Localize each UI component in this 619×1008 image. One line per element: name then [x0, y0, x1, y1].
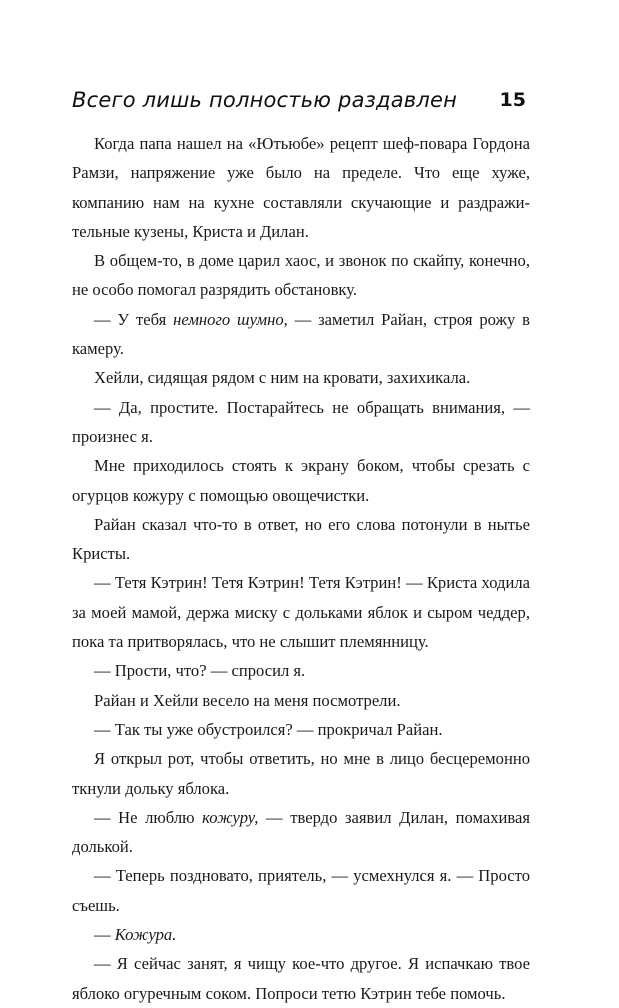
text-segment: Мне приходилось стоять к экрану боком, чтобы срезать с огурцов кожуру с помощью овощечистки.: [72, 456, 530, 505]
text-segment: , — заметил Райан, строя рожу в камеру.: [72, 309, 530, 359]
paragraph: [72, 803, 530, 862]
text-segment: Райан и Хейли весело на меня посмотрели.: [94, 690, 401, 710]
running-header: [72, 80, 532, 120]
text-segment: Райан сказал что-то в ответ, но его слова потонули в нытье Кристы.: [72, 514, 530, 564]
text-segment: — Прости, что? — спросил я.: [94, 661, 306, 681]
running-title: Всего лишь полностью раздавлен: [72, 88, 458, 112]
paragraph: [72, 920, 530, 949]
text-segment: Я открыл рот, чтобы ответить, но мне в лицо бесцеремонно ткнули дольку яблока.: [72, 749, 530, 798]
paragraph: [72, 305, 530, 364]
italic-text: кожуру,: [202, 807, 259, 827]
paragraph: [72, 451, 530, 510]
text-segment: Когда папа нашел на «Ютьюбе» рецепт шеф-повара Гордона Рамзи, напряжение уже было на пределе. Что еще хуже, компанию нам на кухне составляли скучающие и раздражительные кузены, Криста и Дилан.: [72, 134, 530, 241]
paragraph: [72, 129, 530, 246]
body-text: [72, 129, 530, 1008]
paragraph: [72, 568, 530, 656]
paragraph: [72, 246, 530, 305]
paragraph: [72, 363, 530, 392]
paragraph: [72, 656, 530, 685]
text-segment: — У тебя: [94, 309, 174, 329]
text-segment: — Теперь поздновато, приятель, — усмехнулся я. — Просто съешь.: [72, 866, 530, 915]
text-segment: — Не люблю: [94, 807, 203, 827]
paragraph: [72, 861, 530, 920]
text-segment: —: [94, 925, 115, 945]
text-segment: Хейли, сидящая рядом с ним на кровати, захихикала.: [94, 368, 471, 388]
paragraph: [72, 949, 530, 1008]
text-segment: В общем-то, в доме царил хаос, и звонок по скайпу, конечно, не особо помогал разрядить обстановку.: [72, 251, 530, 300]
text-segment: — Тетя Кэтрин! Тетя Кэтрин! Тетя Кэтрин! — Криста ходила за моей мамой, держа миску с дольками яблок и сыром чеддер, пока та притворялась, что не слышит племянницу.: [72, 573, 530, 652]
text-segment: — Я сейчас занят, я чищу кое-что другое. Я испачкаю твое яблоко огуречным соком. Попроси тетю Кэтрин тебе помочь.: [72, 954, 530, 1003]
text-segment: — Так ты уже обустроился? — прокричал Райан.: [94, 719, 443, 739]
paragraph: [72, 744, 530, 803]
paragraph: [72, 715, 530, 744]
text-segment: — Да, простите. Постарайтесь не обращать внимания, — произнес я.: [72, 397, 530, 446]
text-segment: — твердо заявил Дилан, помахивая долькой.: [72, 807, 530, 857]
paragraph: [72, 393, 530, 452]
italic-text: немного шумно: [173, 309, 284, 329]
paragraph: [72, 510, 530, 569]
paragraph: [72, 686, 530, 715]
italic-text: Кожура.: [114, 925, 177, 945]
page-number: 15: [499, 89, 526, 111]
